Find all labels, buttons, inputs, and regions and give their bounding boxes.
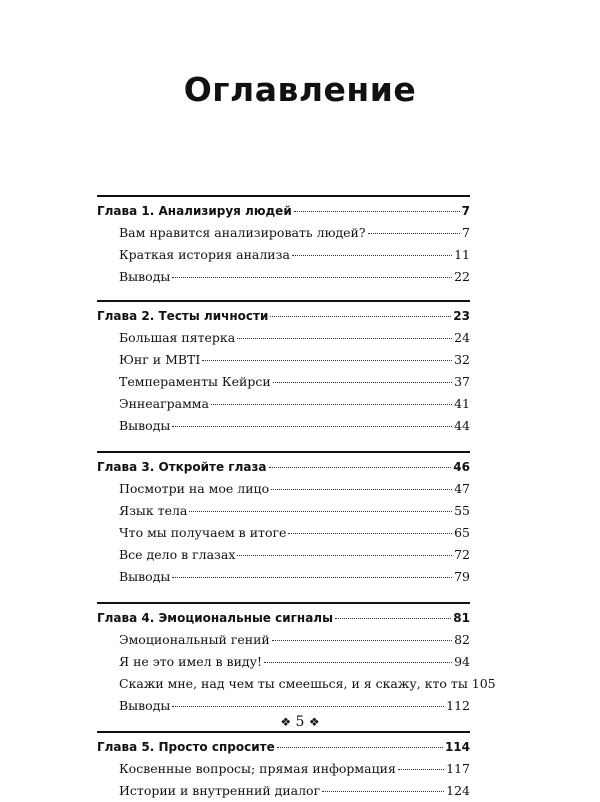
chapter-page-number: 7	[461, 204, 470, 218]
toc-chapter	[97, 600, 496, 717]
toc-chapter	[97, 298, 470, 437]
chapter-title: Глава 4. Эмоциональные сигналы	[97, 611, 333, 625]
chapter-title: Глава 2. Тесты личности	[97, 309, 269, 323]
chapter-divider	[97, 731, 470, 733]
entry-title: Большая пятерка	[119, 330, 236, 345]
entry-page-number: 72	[454, 547, 470, 562]
dot-leader	[211, 404, 452, 405]
entry-title: Косвенные вопросы; прямая информация	[119, 761, 396, 776]
toc-entry[interactable]	[97, 522, 470, 544]
entry-page-number: 11	[454, 247, 470, 262]
toc-entry[interactable]	[97, 349, 470, 371]
dot-leader	[288, 533, 452, 534]
entry-title: Эмоциональный гений	[119, 632, 270, 647]
entry-page-number: 47	[454, 481, 470, 496]
entry-title: Выводы	[119, 698, 171, 713]
dot-leader	[172, 277, 452, 278]
toc-entry[interactable]	[97, 673, 496, 695]
ornament-right-icon: ❖	[308, 715, 320, 729]
entry-title: Все дело в глазах	[119, 547, 236, 562]
entry-page-number: 44	[454, 418, 470, 433]
toc-chapter-heading[interactable]	[97, 736, 470, 758]
dot-leader	[294, 211, 460, 212]
chapter-page-number: 114	[444, 740, 470, 754]
table-of-contents	[97, 193, 496, 802]
entry-title: Выводы	[119, 569, 171, 584]
entry-page-number: 41	[454, 396, 470, 411]
entry-title: Язык тела	[119, 503, 188, 518]
chapter-divider	[97, 602, 470, 604]
dot-leader	[272, 640, 452, 641]
dot-leader	[172, 577, 452, 578]
toc-entry[interactable]	[97, 500, 470, 522]
toc-entry[interactable]	[97, 651, 470, 673]
toc-entry[interactable]	[97, 566, 470, 588]
entry-page-number: 7	[462, 225, 470, 240]
toc-chapter-heading[interactable]	[97, 305, 470, 327]
dot-leader	[172, 706, 444, 707]
entry-title: Краткая история анализа	[119, 247, 290, 262]
dot-leader	[270, 316, 451, 317]
toc-chapter-heading[interactable]	[97, 607, 470, 629]
dot-leader	[273, 382, 452, 383]
toc-entry[interactable]	[97, 371, 470, 393]
entry-title: Истории и внутренний диалог	[119, 783, 321, 798]
toc-entry[interactable]	[97, 266, 470, 288]
chapter-title: Глава 5. Просто спросите	[97, 740, 275, 754]
chapter-page-number: 23	[453, 309, 470, 323]
dot-leader	[269, 467, 452, 468]
dot-leader	[271, 489, 452, 490]
page-footer	[0, 714, 600, 730]
entry-title: Юнг и MBTI	[119, 352, 201, 367]
entry-page-number: 79	[454, 569, 470, 584]
ornament-left-icon: ❖	[280, 715, 292, 729]
entry-page-number: 37	[454, 374, 470, 389]
entry-title: Посмотри на мое лицо	[119, 481, 270, 496]
toc-entry[interactable]	[97, 629, 470, 651]
dot-leader	[335, 618, 451, 619]
toc-chapter	[97, 729, 470, 802]
entry-title: Вам нравится анализировать людей?	[119, 225, 366, 240]
dot-leader	[237, 555, 452, 556]
entry-title: Что мы получаем в итоге	[119, 525, 287, 540]
dot-leader	[368, 233, 460, 234]
entry-page-number: 82	[454, 632, 470, 647]
toc-chapter	[97, 193, 470, 288]
entry-page-number: 117	[446, 761, 470, 776]
toc-entry[interactable]	[97, 544, 470, 566]
entry-title: Выводы	[119, 418, 171, 433]
toc-entry[interactable]	[97, 758, 470, 780]
entry-title: Выводы	[119, 269, 171, 284]
chapter-divider	[97, 195, 470, 197]
toc-entry[interactable]	[97, 222, 470, 244]
dot-leader	[398, 769, 444, 770]
toc-entry[interactable]	[97, 244, 470, 266]
dot-leader	[237, 338, 452, 339]
chapter-title: Глава 1. Анализируя людей	[97, 204, 292, 218]
dot-leader	[264, 662, 452, 663]
toc-entry[interactable]	[97, 780, 470, 802]
entry-title: Эннеаграмма	[119, 396, 209, 411]
toc-entry[interactable]	[97, 415, 470, 437]
entry-page-number: 22	[454, 269, 470, 284]
dot-leader	[322, 791, 444, 792]
entry-page-number: 94	[454, 654, 470, 669]
toc-chapter-heading[interactable]	[97, 200, 470, 222]
dot-leader	[189, 511, 452, 512]
entry-page-number: 24	[454, 330, 470, 345]
entry-page-number: 105	[471, 676, 496, 691]
dot-leader	[277, 747, 443, 748]
toc-entry[interactable]	[97, 478, 470, 500]
dot-leader	[172, 426, 452, 427]
entry-page-number: 65	[454, 525, 470, 540]
toc-entry[interactable]	[97, 327, 470, 349]
entry-title: Я не это имел в виду!	[119, 654, 263, 669]
entry-page-number: 112	[446, 698, 470, 713]
page-title: Оглавление	[183, 70, 417, 109]
toc-entry[interactable]	[97, 393, 470, 415]
chapter-page-number: 46	[453, 460, 470, 474]
entry-title: Скажи мне, над чем ты смеешься, и я скажу, кто ты	[119, 676, 468, 691]
entry-title: Темпераменты Кейрси	[119, 374, 271, 389]
chapter-divider	[97, 451, 470, 453]
toc-chapter-heading[interactable]	[97, 456, 470, 478]
chapter-divider	[97, 300, 470, 302]
toc-chapter	[97, 449, 470, 588]
entry-page-number: 124	[446, 783, 470, 798]
chapter-page-number: 81	[453, 611, 470, 625]
dot-leader	[292, 255, 452, 256]
chapter-title: Глава 3. Откройте глаза	[97, 460, 267, 474]
entry-page-number: 55	[454, 503, 470, 518]
dot-leader	[202, 360, 452, 361]
entry-page-number: 32	[454, 352, 470, 367]
page-number: 5	[295, 714, 305, 730]
